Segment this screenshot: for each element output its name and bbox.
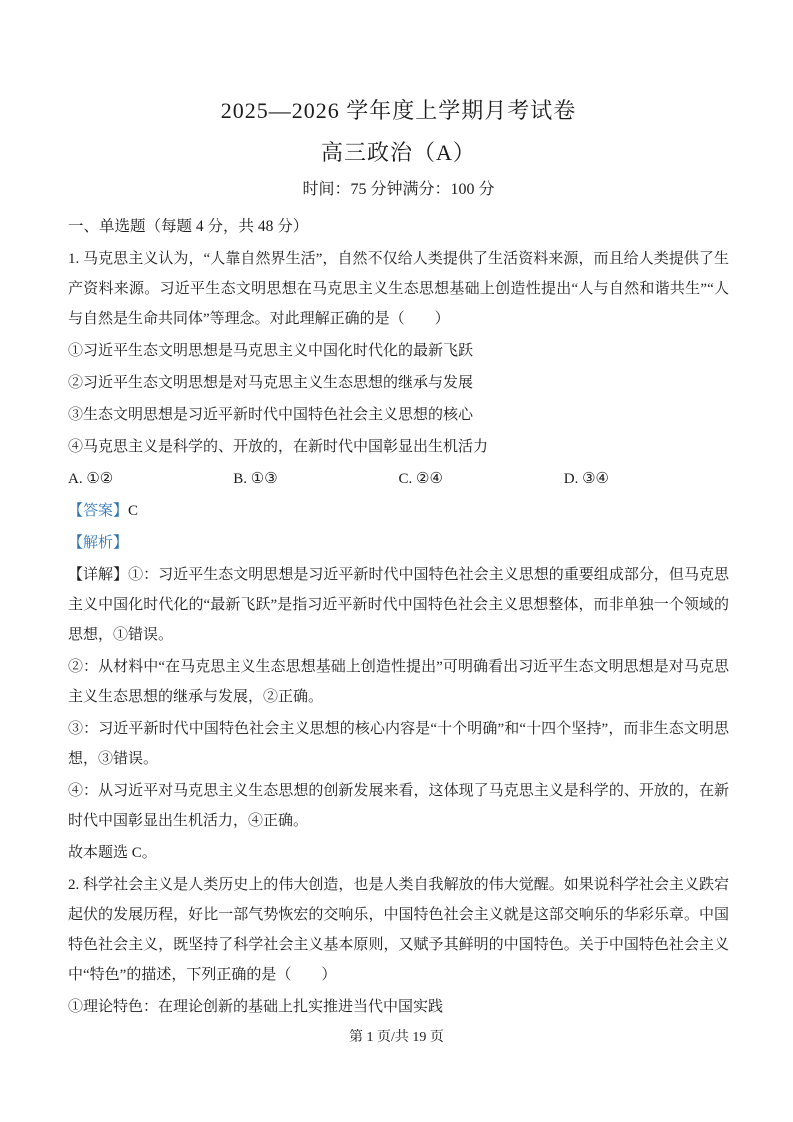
question-2-stem: 2. 科学社会主义是人类历史上的伟大创造，也是人类自我解放的伟大觉醒。如果说科学社会主义跌宕起伏的发展历程，好比一部气势恢宏的交响乐，中国特色社会主义就是这部交响乐的华彩乐章。中国特色社会主义，既坚持了科学社会主义基本原则，又赋予其鲜明的中国特色。关于中国特色社会主义中“特色”的描述，下列正确的是（ ） — [68, 877, 729, 983]
question-1-option-4: ④马克思主义是科学的、开放的，在新时代中国彰显出生机活力 — [68, 439, 489, 455]
question-2-option-1: ①理论特色：在理论创新的基础上扎实推进当代中国实践 — [68, 999, 444, 1015]
question-1-choices — [68, 464, 729, 494]
exam-meta: 时间：75 分钟满分：100 分 — [302, 181, 495, 198]
detail-paragraph-4: ④：从习近平对马克思主义生态思想的创新发展来看，这体现了马克思主义是科学的、开放的，在新时代中国彰显出生机活力，④正确。 — [68, 783, 729, 829]
answer-value: C — [128, 503, 139, 519]
choice-b: B. ①③ — [233, 471, 278, 487]
detail-paragraph-2: ②：从材料中“在马克思主义生态思想基础上创造性提出”可明确看出习近平生态文明思想是对马克思主义生态思想的继承与发展，②正确。 — [68, 659, 729, 705]
question-1-stem: 1. 马克思主义认为，“人靠自然界生活”，自然不仅给人类提供了生活资料来源，而且给人类提供了生产资料来源。习近平生态文明思想在马克思主义生态思想基础上创造性提出“人与自然和谐共生”“人与自然是生命共同体”等理念。对此理解正确的是（ ） — [68, 251, 729, 327]
analysis-line — [68, 528, 729, 558]
choice-c: C. ②④ — [398, 471, 443, 487]
page-title: 2025—2026 学年度上学期月考试卷 — [220, 98, 577, 123]
detail-paragraph-1: 【详解】①：习近平生态文明思想是习近平新时代中国特色社会主义思想的重要组成部分，但马克思主义中国化时代化的“最新飞跃”是指习近平新时代中国特色社会主义思想整体，而非单独一个领域的思想，①错误。 — [68, 567, 729, 643]
choice-a: A. ①② — [68, 471, 114, 487]
page-subtitle: 高三政治（A） — [321, 140, 476, 165]
page-footer: 第 1 页/共 19 页 — [349, 1030, 444, 1045]
detail-conclusion: 故本题选 C。 — [68, 845, 157, 861]
question-1-option-3: ③生态文明思想是习近平新时代中国特色社会主义思想的核心 — [68, 407, 474, 423]
question-1-option-1: ①习近平生态文明思想是马克思主义中国化时代化的最新飞跃 — [68, 343, 474, 359]
detail-paragraph-3: ③：习近平新时代中国特色社会主义思想的核心内容是“十个明确”和“十四个坚持”，而非生态文明思想，③错误。 — [68, 721, 729, 767]
question-1-option-2: ②习近平生态文明思想是对马克思主义生态思想的继承与发展 — [68, 375, 474, 391]
analysis-label: 【解析】 — [68, 535, 129, 551]
answer-line — [68, 496, 729, 526]
section-header: 一、单选题（每题 4 分，共 48 分） — [68, 218, 309, 235]
answer-label: 【答案】 — [68, 503, 129, 519]
choice-d: D. ③④ — [563, 471, 609, 487]
